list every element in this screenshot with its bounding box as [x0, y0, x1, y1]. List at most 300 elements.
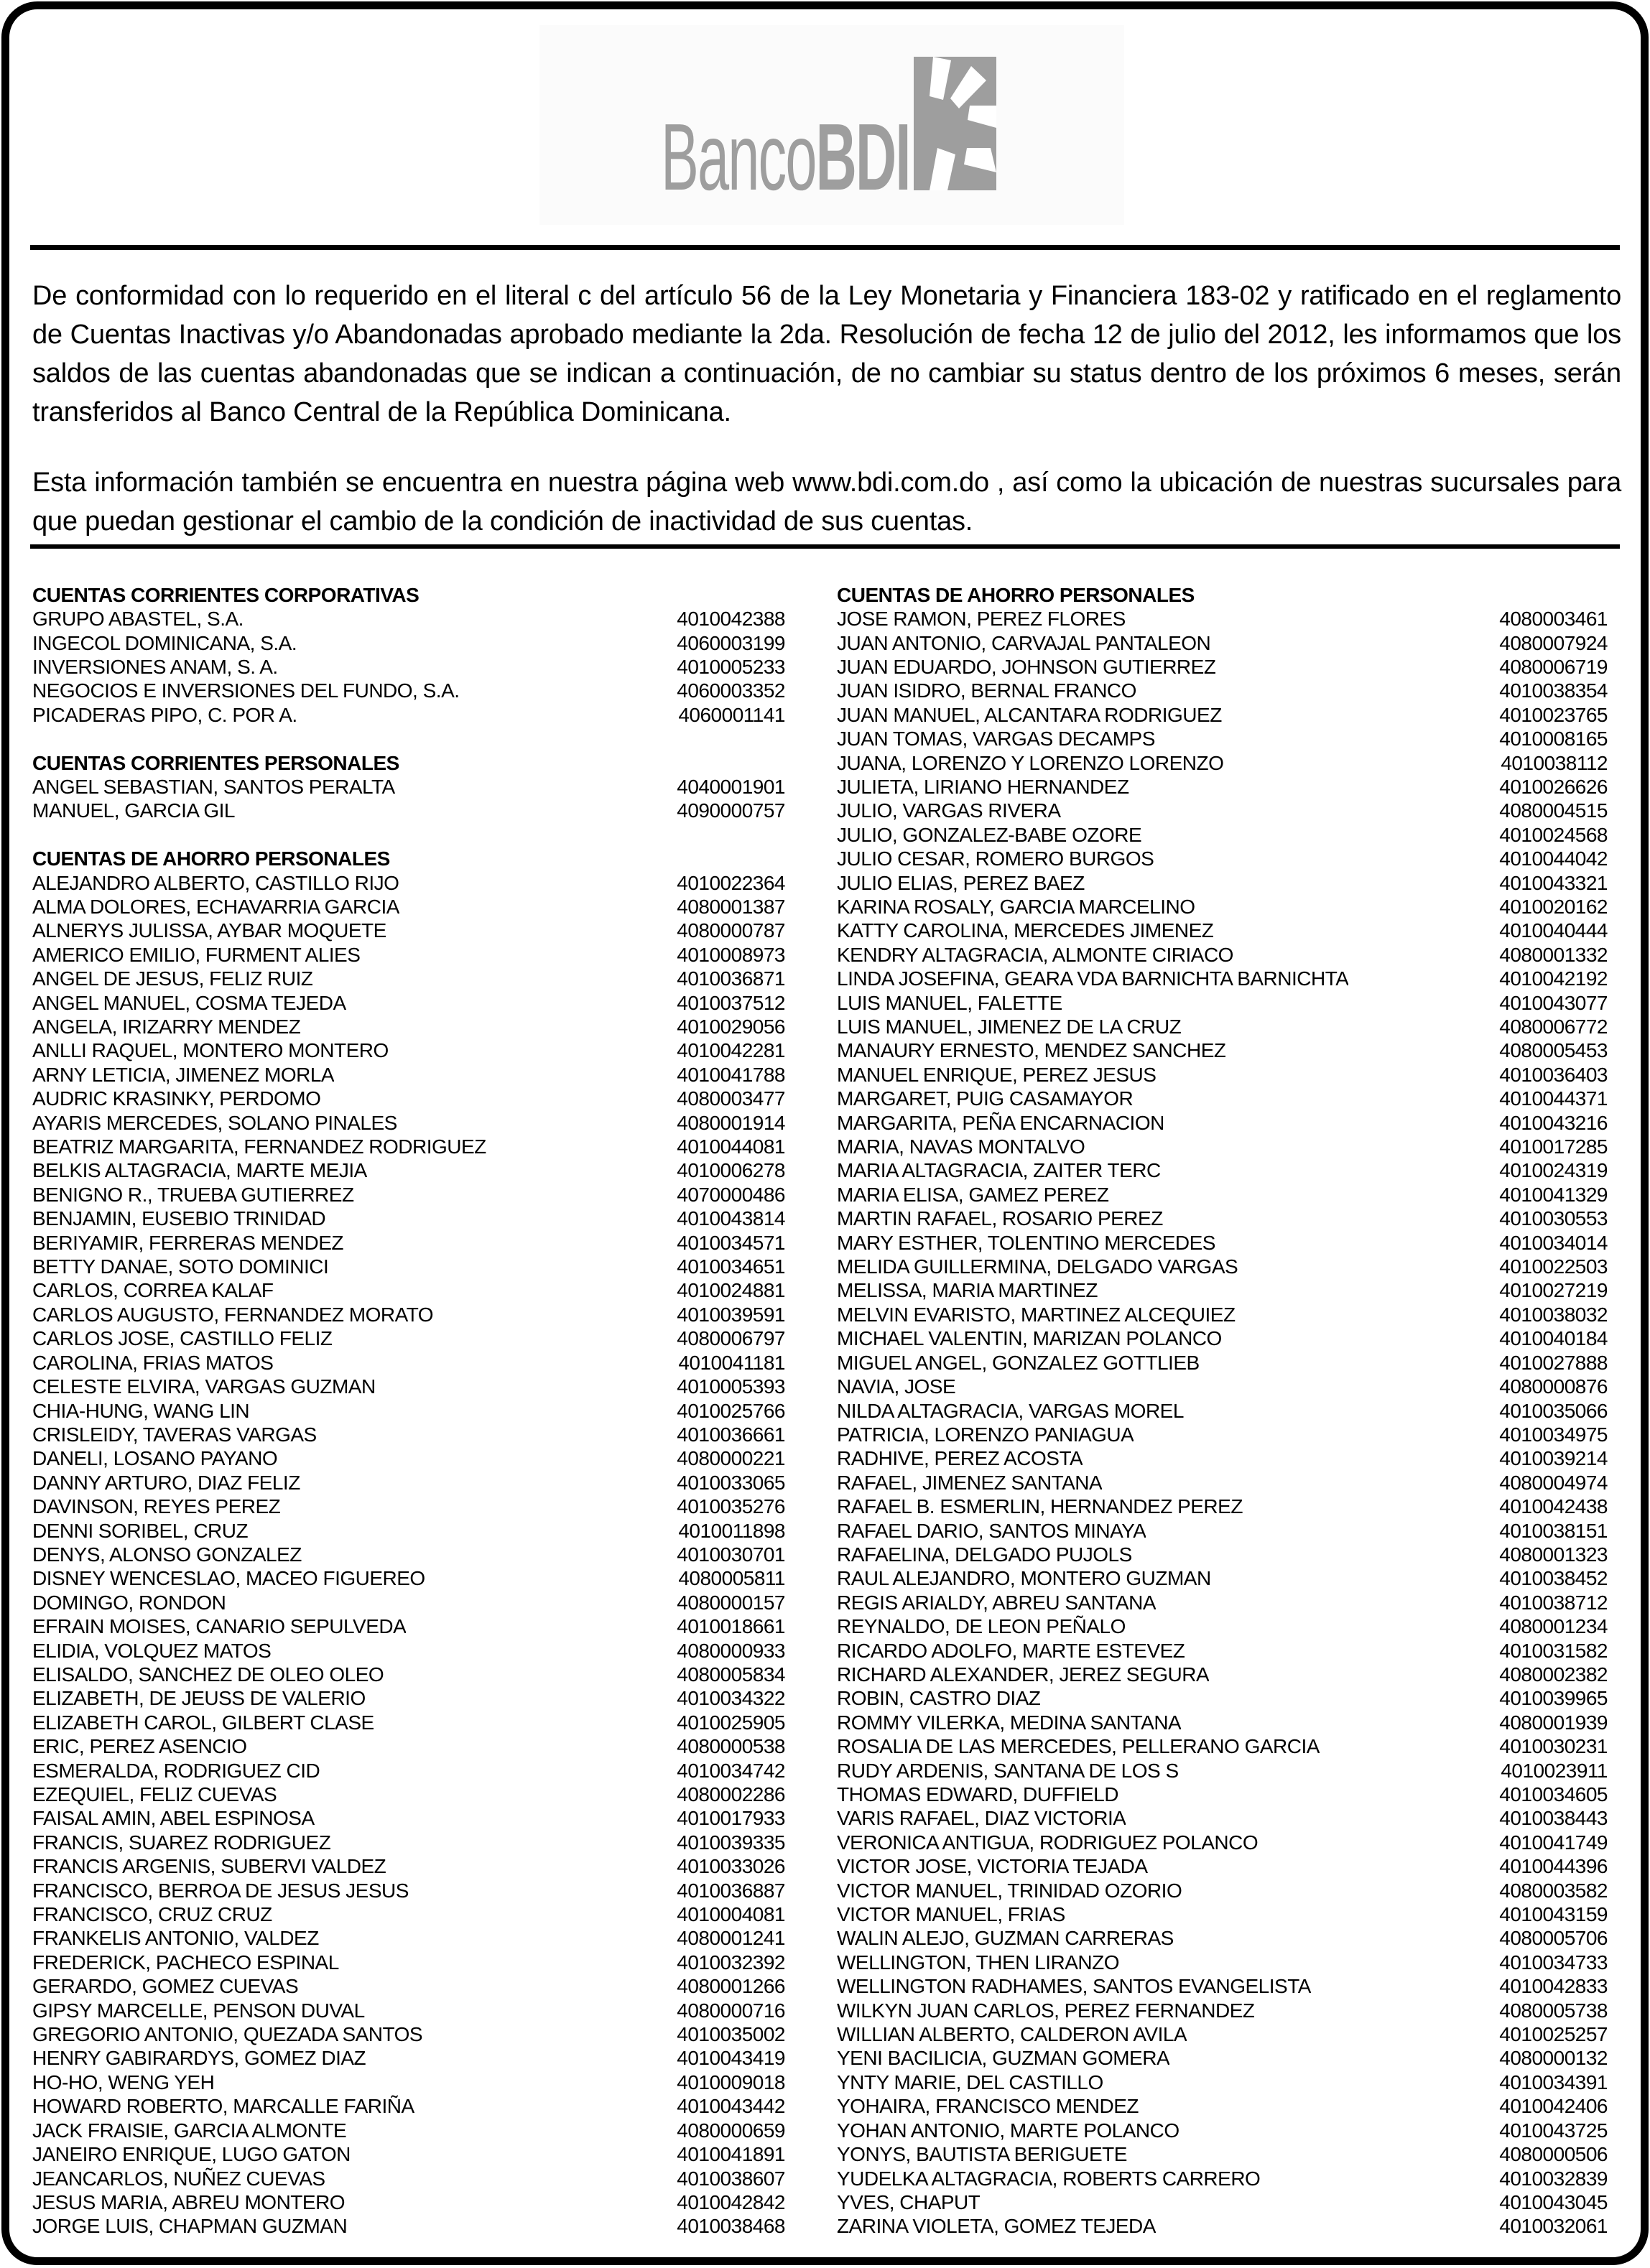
account-row — [32, 943, 785, 967]
account-row — [837, 2190, 1608, 2214]
account-row — [837, 1759, 1608, 1783]
legal-text-block — [32, 276, 1621, 541]
account-number: 4010025257 — [1499, 2023, 1608, 2046]
account-number: 4010043419 — [677, 2047, 785, 2070]
account-number: 4010006278 — [677, 1159, 785, 1182]
account-row — [32, 1279, 785, 1303]
header-divider — [30, 245, 1620, 250]
account-number: 4010043159 — [1499, 1903, 1608, 1926]
account-row — [837, 1663, 1608, 1686]
account-number: 4080006719 — [1499, 655, 1608, 678]
account-row — [32, 2022, 785, 2046]
account-number: 4010042833 — [1499, 1975, 1608, 1998]
account-holder-name: MARIA ALTAGRACIA, ZAITER TERC — [837, 1159, 1161, 1182]
account-holder-name: MELVIN EVARISTO, MARTINEZ ALCEQUIEZ — [837, 1303, 1236, 1326]
account-number: 4080003461 — [1499, 608, 1608, 631]
account-number: 4080006772 — [1499, 1016, 1608, 1038]
account-number: 4060003199 — [677, 631, 785, 654]
account-number: 4080003477 — [677, 1087, 785, 1110]
account-holder-name: JESUS MARIA, ABREU MONTERO — [32, 2190, 346, 2213]
account-row — [837, 1231, 1608, 1255]
account-holder-name: CARLOS AUGUSTO, FERNANDEZ MORATO — [32, 1303, 434, 1326]
account-holder-name: ELISALDO, SANCHEZ DE OLEO OLEO — [32, 1663, 384, 1686]
account-holder-name: ELIZABETH CAROL, GILBERT CLASE — [32, 1711, 374, 1734]
account-row — [32, 1039, 785, 1063]
account-number: 4010008973 — [677, 943, 785, 966]
accounts-column-right — [837, 583, 1608, 2239]
account-number: 4010026626 — [1499, 775, 1608, 798]
account-row — [32, 2047, 785, 2071]
account-number: 4010038112 — [1501, 751, 1608, 774]
legal-paragraph-1: De conformidad con lo requerido en el literal c del artículo 56 de la Ley Monetaria y Financiera 183-02 y ratificado en el reglamento de Cuentas Inactivas y/o Abandonadas aprobado mediante la 2da. Resolución de fecha 12 de julio del 2012, les informamos que los saldos de las cuentas abandonadas que se indican a continuación, de no cambiar su status dentro de los próximos 6 meses, serán transferidos al Banco Central de la República Dominicana. — [32, 281, 1621, 427]
account-row — [32, 895, 785, 919]
account-row — [837, 847, 1608, 870]
section-header: CUENTAS DE AHORRO PERSONALES — [837, 583, 1195, 606]
account-row — [32, 1999, 785, 2022]
account-number: 4010039214 — [1499, 1447, 1608, 1470]
account-holder-name: HENRY GABIRARDYS, GOMEZ DIAZ — [32, 2047, 366, 2070]
account-holder-name: YENI BACILICIA, GUZMAN GOMERA — [837, 2047, 1170, 2070]
account-holder-name: THOMAS EDWARD, DUFFIELD — [837, 1783, 1118, 1806]
account-number: 4010038151 — [1499, 1519, 1608, 1542]
account-holder-name: KATTY CAROLINA, MERCEDES JIMENEZ — [837, 919, 1214, 942]
account-number: 4010032061 — [1499, 2215, 1608, 2238]
account-number: 4010018661 — [677, 1615, 785, 1638]
account-holder-name: ARNY LETICIA, JIMENEZ MORLA — [32, 1063, 335, 1086]
account-number: 4060001141 — [678, 703, 785, 726]
account-holder-name: JOSE RAMON, PEREZ FLORES — [837, 608, 1126, 631]
account-holder-name: VICTOR JOSE, VICTORIA TEJADA — [837, 1855, 1148, 1878]
account-holder-name: JULIETA, LIRIANO HERNANDEZ — [837, 775, 1129, 798]
account-number: 4010041891 — [677, 2143, 785, 2166]
account-row — [837, 1639, 1608, 1663]
account-row — [837, 1375, 1608, 1398]
account-row — [32, 1783, 785, 1806]
account-row — [32, 2167, 785, 2190]
account-number: 4090000757 — [677, 799, 785, 822]
spacer — [32, 727, 785, 750]
account-row — [837, 991, 1608, 1015]
account-number: 4010033026 — [677, 1855, 785, 1878]
account-row — [32, 775, 785, 799]
account-number: 4010034322 — [677, 1687, 785, 1710]
account-number: 4010038712 — [1499, 1591, 1608, 1614]
account-holder-name: DENNI SORIBEL, CRUZ — [32, 1519, 249, 1542]
account-row — [837, 1327, 1608, 1351]
account-holder-name: DAVINSON, REYES PEREZ — [32, 1495, 281, 1518]
account-row — [32, 655, 785, 679]
account-row — [837, 1591, 1608, 1614]
account-holder-name: CARLOS, CORREA KALAF — [32, 1279, 274, 1302]
account-number: 4080001939 — [1499, 1711, 1608, 1734]
account-holder-name: BELKIS ALTAGRACIA, MARTE MEJIA — [32, 1159, 367, 1182]
account-number: 4010032392 — [677, 1951, 785, 1974]
account-row — [837, 1039, 1608, 1063]
account-row — [837, 1519, 1608, 1543]
account-holder-name: WILLIAN ALBERTO, CALDERON AVILA — [837, 2023, 1187, 2046]
account-row — [32, 2190, 785, 2214]
account-row — [32, 1399, 785, 1423]
account-holder-name: BEATRIZ MARGARITA, FERNANDEZ RODRIGUEZ — [32, 1135, 486, 1158]
account-row — [32, 1255, 785, 1278]
bank-logo-text — [660, 104, 910, 210]
account-row — [837, 1902, 1608, 1926]
account-row — [32, 1591, 785, 1614]
account-number: 4010017933 — [677, 1807, 785, 1830]
account-holder-name: JULIO, VARGAS RIVERA — [837, 799, 1061, 822]
account-number: 4080000538 — [677, 1735, 785, 1758]
account-holder-name: MARGARET, PUIG CASAMAYOR — [837, 1087, 1134, 1110]
account-row — [837, 1111, 1608, 1135]
account-number: 4010025905 — [677, 1711, 785, 1734]
account-holder-name: NAVIA, JOSE — [837, 1375, 956, 1398]
account-number: 4080001332 — [1499, 943, 1608, 966]
account-number: 4080001914 — [677, 1111, 785, 1134]
account-row — [32, 1495, 785, 1518]
account-number: 4010043045 — [1499, 2190, 1608, 2213]
account-number: 4010024568 — [1499, 823, 1608, 846]
account-number: 4010023911 — [1501, 1759, 1608, 1782]
account-number: 4010034742 — [677, 1759, 785, 1782]
account-holder-name: INGECOL DOMINICANA, S.A. — [32, 631, 297, 654]
account-row — [32, 1231, 785, 1255]
account-number: 4080002286 — [677, 1783, 785, 1806]
account-row — [837, 1927, 1608, 1951]
account-number: 4080005706 — [1499, 1927, 1608, 1950]
account-holder-name: FREDERICK, PACHECO ESPINAL — [32, 1951, 339, 1974]
account-row — [837, 2047, 1608, 2071]
account-number: 4010042388 — [677, 608, 785, 631]
account-number: 4010038452 — [1499, 1567, 1608, 1590]
account-row — [837, 1687, 1608, 1711]
account-number: 4010040184 — [1499, 1327, 1608, 1350]
account-row — [837, 1087, 1608, 1111]
account-holder-name: MARTIN RAFAEL, ROSARIO PEREZ — [837, 1207, 1163, 1230]
account-row — [32, 1543, 785, 1566]
account-row — [32, 1807, 785, 1831]
account-holder-name: ALMA DOLORES, ECHAVARRIA GARCIA — [32, 895, 399, 918]
account-row — [837, 2215, 1608, 2239]
account-number: 4010035276 — [677, 1495, 785, 1518]
account-number: 4080000157 — [677, 1591, 785, 1614]
account-holder-name: HO-HO, WENG YEH — [32, 2071, 215, 2093]
account-row — [837, 1831, 1608, 1854]
account-number: 4010005233 — [677, 655, 785, 678]
account-number: 4010041329 — [1499, 1183, 1608, 1206]
account-holder-name: WALIN ALEJO, GUZMAN CARRERAS — [837, 1927, 1174, 1950]
account-number: 4010037512 — [677, 991, 785, 1014]
account-holder-name: ERIC, PEREZ ASENCIO — [32, 1735, 247, 1758]
account-holder-name: RAFAEL DARIO, SANTOS MINAYA — [837, 1519, 1146, 1542]
account-row — [32, 1423, 785, 1446]
account-row — [32, 679, 785, 703]
account-number: 4080000716 — [677, 1999, 785, 2022]
account-holder-name: AUDRIC KRASINKY, PERDOMO — [32, 1087, 321, 1110]
account-holder-name: RAFAELINA, DELGADO PUJOLS — [837, 1543, 1132, 1566]
account-holder-name: MARIA ELISA, GAMEZ PEREZ — [837, 1183, 1109, 1206]
account-holder-name: REGIS ARIALDY, ABREU SANTANA — [837, 1591, 1157, 1614]
account-row — [837, 943, 1608, 967]
account-row — [32, 1375, 785, 1398]
account-number: 4010025766 — [677, 1399, 785, 1422]
account-number: 4080001323 — [1499, 1543, 1608, 1566]
account-holder-name: JEANCARLOS, NUÑEZ CUEVAS — [32, 2167, 325, 2190]
account-holder-name: INVERSIONES ANAM, S. A. — [32, 655, 278, 678]
account-number: 4080002382 — [1499, 1663, 1608, 1686]
account-holder-name: BENIGNO R., TRUEBA GUTIERREZ — [32, 1183, 354, 1206]
account-holder-name: NILDA ALTAGRACIA, VARGAS MOREL — [837, 1399, 1184, 1422]
account-holder-name: ANLLI RAQUEL, MONTERO MONTERO — [32, 1039, 389, 1062]
account-row — [32, 703, 785, 727]
account-number: 4010022364 — [677, 871, 785, 894]
account-number: 4080006797 — [677, 1327, 785, 1350]
account-number: 4010004081 — [677, 1903, 785, 1926]
account-row — [837, 799, 1608, 823]
section-header: CUENTAS CORRIENTES CORPORATIVAS — [32, 583, 420, 606]
account-holder-name: ELIDIA, VOLQUEZ MATOS — [32, 1639, 272, 1662]
account-number: 4080001241 — [677, 1927, 785, 1950]
account-row — [32, 871, 785, 895]
account-number: 4010038607 — [677, 2167, 785, 2190]
account-row — [32, 1711, 785, 1734]
account-number: 4010034014 — [1499, 1231, 1608, 1254]
account-holder-name: FRANCIS ARGENIS, SUBERVI VALDEZ — [32, 1855, 386, 1878]
account-row — [837, 871, 1608, 895]
account-row — [837, 823, 1608, 847]
account-number: 4080001266 — [677, 1975, 785, 1998]
account-number: 4080005738 — [1499, 1999, 1608, 2022]
account-row — [837, 1063, 1608, 1087]
account-number: 4010041749 — [1499, 1831, 1608, 1854]
account-number: 4070000486 — [677, 1183, 785, 1206]
account-holder-name: WELLINGTON, THEN LIRANZO — [837, 1951, 1120, 1974]
account-row — [32, 2142, 785, 2166]
account-row — [837, 967, 1608, 991]
account-number: 4010034391 — [1499, 2071, 1608, 2093]
account-holder-name: CARLOS JOSE, CASTILLO FELIZ — [32, 1327, 333, 1350]
account-holder-name: LUIS MANUEL, JIMENEZ DE LA CRUZ — [837, 1016, 1182, 1038]
account-number: 4080000221 — [677, 1447, 785, 1470]
account-row — [32, 1855, 785, 1879]
account-number: 4040001901 — [677, 775, 785, 798]
account-number: 4010031582 — [1499, 1639, 1608, 1662]
account-holder-name: YONYS, BAUTISTA BERIGUETE — [837, 2143, 1127, 2166]
account-number: 4080004515 — [1499, 799, 1608, 822]
account-row — [32, 2119, 785, 2142]
account-number: 4010009018 — [677, 2071, 785, 2093]
account-number: 4010042406 — [1499, 2095, 1608, 2118]
account-number: 4010044371 — [1499, 1087, 1608, 1110]
account-holder-name: YOHAN ANTONIO, MARTE POLANCO — [837, 2119, 1179, 2142]
account-holder-name: LINDA JOSEFINA, GEARA VDA BARNICHTA BARNICHTA — [837, 967, 1349, 990]
account-row — [837, 1567, 1608, 1591]
account-holder-name: GERARDO, GOMEZ CUEVAS — [32, 1975, 299, 1998]
account-holder-name: MARIA, NAVAS MONTALVO — [837, 1135, 1085, 1158]
account-row — [837, 2167, 1608, 2190]
account-holder-name: JACK FRAISIE, GARCIA ALMONTE — [32, 2119, 347, 2142]
account-holder-name: ANGEL SEBASTIAN, SANTOS PERALTA — [32, 775, 395, 798]
account-holder-name: YVES, CHAPUT — [837, 2190, 981, 2213]
account-holder-name: EZEQUIEL, FELIZ CUEVAS — [32, 1783, 277, 1806]
account-row — [837, 1543, 1608, 1566]
account-number: 4010033065 — [677, 1471, 785, 1494]
account-holder-name: CELESTE ELVIRA, VARGAS GUZMAN — [32, 1375, 376, 1398]
account-number: 4010034571 — [677, 1231, 785, 1254]
account-row — [837, 1783, 1608, 1806]
account-number: 4010038032 — [1499, 1303, 1608, 1326]
account-holder-name: AYARIS MERCEDES, SOLANO PINALES — [32, 1111, 397, 1134]
account-holder-name: RICARDO ADOLFO, MARTE ESTEVEZ — [837, 1639, 1185, 1662]
account-row — [32, 1735, 785, 1759]
account-number: 4010043442 — [677, 2095, 785, 2118]
account-holder-name: MIGUEL ANGEL, GONZALEZ GOTTLIEB — [837, 1351, 1200, 1374]
account-number: 4010036403 — [1499, 1063, 1608, 1086]
account-holder-name: MICHAEL VALENTIN, MARIZAN POLANCO — [837, 1327, 1222, 1350]
account-number: 4010039591 — [677, 1303, 785, 1326]
account-holder-name: ELIZABETH, DE JEUSS DE VALERIO — [32, 1687, 366, 1710]
account-row — [32, 1975, 785, 1999]
account-number: 4080001387 — [677, 895, 785, 918]
account-number: 4010035002 — [677, 2023, 785, 2046]
account-row — [837, 631, 1608, 655]
account-holder-name: ROBIN, CASTRO DIAZ — [837, 1687, 1041, 1710]
account-row — [32, 1303, 785, 1326]
account-row — [837, 2022, 1608, 2046]
account-row — [32, 1015, 785, 1038]
account-row — [32, 2095, 785, 2119]
account-number: 4010027219 — [1499, 1279, 1608, 1302]
account-number: 4010030553 — [1499, 1207, 1608, 1230]
account-row — [837, 895, 1608, 919]
account-holder-name: VICTOR MANUEL, TRINIDAD OZORIO — [837, 1879, 1182, 1902]
logo-bdi-text: BDI — [815, 104, 910, 210]
account-number: 4010044042 — [1499, 847, 1608, 870]
account-number: 4080005834 — [677, 1663, 785, 1686]
account-holder-name: YOHAIRA, FRANCISCO MENDEZ — [837, 2095, 1139, 2118]
account-row — [32, 1902, 785, 1926]
account-number: 4010042842 — [677, 2190, 785, 2213]
account-row — [837, 1711, 1608, 1734]
account-row — [32, 607, 785, 631]
account-holder-name: ANGEL MANUEL, COSMA TEJEDA — [32, 991, 346, 1014]
account-row — [32, 919, 785, 943]
account-holder-name: GREGORIO ANTONIO, QUEZADA SANTOS — [32, 2023, 423, 2046]
account-holder-name: ANGELA, IRIZARRY MENDEZ — [32, 1016, 301, 1038]
account-row — [32, 1663, 785, 1686]
account-number: 4080000132 — [1499, 2047, 1608, 2070]
account-row — [32, 1639, 785, 1663]
section-header: CUENTAS CORRIENTES PERSONALES — [32, 751, 399, 774]
account-row — [837, 679, 1608, 703]
account-holder-name: FRANCISCO, CRUZ CRUZ — [32, 1903, 272, 1926]
account-holder-name: JUANA, LORENZO Y LORENZO LORENZO — [837, 751, 1224, 774]
account-row — [32, 1159, 785, 1183]
gear-icon — [914, 57, 996, 190]
account-number: 4010043725 — [1499, 2119, 1608, 2142]
account-number: 4010038354 — [1499, 679, 1608, 702]
account-holder-name: MELISSA, MARIA MARTINEZ — [837, 1279, 1098, 1302]
account-number: 4010034651 — [677, 1255, 785, 1278]
account-holder-name: ZARINA VIOLETA, GOMEZ TEJEDA — [837, 2215, 1156, 2238]
account-row — [837, 919, 1608, 943]
account-row — [32, 1687, 785, 1711]
account-number: 4010022503 — [1499, 1255, 1608, 1278]
account-number: 4010039335 — [677, 1831, 785, 1854]
account-row — [837, 1495, 1608, 1518]
account-holder-name: RAUL ALEJANDRO, MONTERO GUZMAN — [837, 1567, 1211, 1590]
account-row — [837, 2095, 1608, 2119]
account-number: 4010036871 — [677, 967, 785, 990]
account-holder-name: DENYS, ALONSO GONZALEZ — [32, 1543, 302, 1566]
account-number: 4010011898 — [678, 1519, 785, 1542]
account-number: 4080005811 — [678, 1567, 785, 1590]
account-row — [32, 1831, 785, 1854]
account-number: 4080000506 — [1499, 2143, 1608, 2166]
account-row — [837, 1015, 1608, 1038]
account-number: 4010036887 — [677, 1879, 785, 1902]
account-number: 4010044396 — [1499, 1855, 1608, 1878]
account-number: 4010008165 — [1499, 728, 1608, 750]
account-holder-name: HOWARD ROBERTO, MARCALLE FARIÑA — [32, 2095, 414, 2118]
section-header: CUENTAS DE AHORRO PERSONALES — [32, 847, 390, 870]
account-holder-name: KENDRY ALTAGRACIA, ALMONTE CIRIACO — [837, 943, 1233, 966]
account-row — [837, 1423, 1608, 1446]
account-row — [837, 1135, 1608, 1158]
account-number: 4080000659 — [677, 2119, 785, 2142]
account-number: 4080001234 — [1499, 1615, 1608, 1638]
account-holder-name: ALEJANDRO ALBERTO, CASTILLO RIJO — [32, 871, 399, 894]
account-row — [32, 1879, 785, 1902]
account-holder-name: PICADERAS PIPO, C. POR A. — [32, 703, 297, 726]
account-holder-name: MANUEL, GARCIA GIL — [32, 799, 235, 822]
spacer — [32, 823, 785, 847]
account-holder-name: RADHIVE, PEREZ ACOSTA — [837, 1447, 1083, 1470]
account-row — [32, 1183, 785, 1207]
account-holder-name: WILKYN JUAN CARLOS, PEREZ FERNANDEZ — [837, 1999, 1255, 2022]
account-number: 4010029056 — [677, 1016, 785, 1038]
account-number: 4010041181 — [678, 1351, 785, 1374]
account-row — [837, 1951, 1608, 1974]
account-holder-name: CRISLEIDY, TAVERAS VARGAS — [32, 1423, 317, 1446]
account-number: 4080005453 — [1499, 1039, 1608, 1062]
account-row — [837, 1471, 1608, 1495]
account-row — [837, 1855, 1608, 1879]
account-number: 4010042438 — [1499, 1495, 1608, 1518]
account-holder-name: JULIO ELIAS, PEREZ BAEZ — [837, 871, 1085, 894]
account-row — [837, 1447, 1608, 1471]
account-holder-name: FRANKELIS ANTONIO, VALDEZ — [32, 1927, 319, 1950]
account-holder-name: CHIA-HUNG, WANG LIN — [32, 1399, 250, 1422]
account-holder-name: RAFAEL, JIMENEZ SANTANA — [837, 1471, 1103, 1494]
account-row — [837, 1807, 1608, 1831]
account-holder-name: DANELI, LOSANO PAYANO — [32, 1447, 278, 1470]
account-holder-name: JORGE LUIS, CHAPMAN GUZMAN — [32, 2215, 348, 2238]
account-number: 4010043077 — [1499, 991, 1608, 1014]
account-holder-name: FRANCIS, SUAREZ RODRIGUEZ — [32, 1831, 331, 1854]
account-number: 4010035066 — [1499, 1399, 1608, 1422]
account-holder-name: RICHARD ALEXANDER, JEREZ SEGURA — [837, 1663, 1210, 1686]
account-holder-name: JUAN TOMAS, VARGAS DECAMPS — [837, 728, 1155, 750]
bank-logo — [539, 25, 1124, 225]
account-holder-name: ESMERALDA, RODRIGUEZ CID — [32, 1759, 320, 1782]
account-row — [837, 1351, 1608, 1375]
account-holder-name: ROMMY VILERKA, MEDINA SANTANA — [837, 1711, 1182, 1734]
account-row — [837, 2071, 1608, 2094]
account-number: 4010043216 — [1499, 1111, 1608, 1134]
account-row — [837, 1999, 1608, 2022]
account-row — [837, 1159, 1608, 1183]
account-holder-name: BERIYAMIR, FERRERAS MENDEZ — [32, 1231, 343, 1254]
